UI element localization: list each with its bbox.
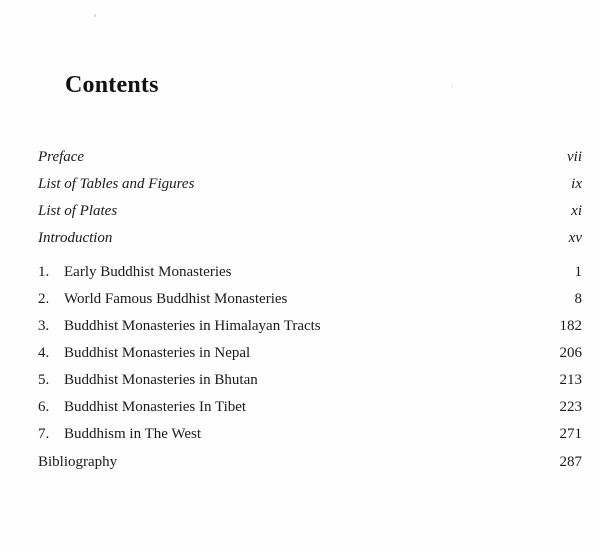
- chapter-number: 6.: [38, 399, 50, 415]
- chapter-page: 271: [559, 426, 582, 442]
- chapter-number: 2.: [38, 291, 50, 307]
- chapter-number: 1.: [38, 264, 50, 280]
- toc-entry-chapter-5[interactable]: [38, 370, 582, 397]
- toc-entry-chapter-2[interactable]: [38, 289, 582, 316]
- chapter-page: 8: [574, 291, 582, 307]
- paper-speck: [94, 14, 96, 17]
- toc-entry-label: List of Plates: [38, 203, 118, 219]
- toc-entry-introduction[interactable]: [38, 228, 582, 255]
- chapter-title: Buddhist Monasteries in Nepal: [64, 345, 251, 361]
- chapter-title: Buddhist Monasteries In Tibet: [64, 399, 247, 415]
- toc-entry-list-of-tables[interactable]: [38, 174, 582, 201]
- chapter-title: Early Buddhist Monasteries: [64, 264, 232, 280]
- toc-entry-chapter-1[interactable]: [38, 262, 582, 289]
- chapter-page: 223: [559, 399, 582, 415]
- toc-entry-bibliography[interactable]: [38, 452, 582, 479]
- paper-speck: [452, 84, 453, 88]
- toc-entry-page: vii: [567, 149, 582, 165]
- chapter-title: Buddhist Monasteries in Himalayan Tracts: [64, 318, 321, 334]
- toc-entry-page: ix: [571, 176, 582, 192]
- chapter-title: World Famous Buddhist Monasteries: [64, 291, 288, 307]
- toc-entry-list-of-plates[interactable]: [38, 201, 582, 228]
- toc-entry-label: List of Tables and Figures: [38, 176, 195, 192]
- chapter-page: 1: [574, 264, 582, 280]
- toc-entry-label: Preface: [38, 149, 85, 165]
- toc-entry-chapter-6[interactable]: [38, 397, 582, 424]
- toc-entry-label: Introduction: [38, 230, 113, 246]
- toc-entry-chapter-4[interactable]: [38, 343, 582, 370]
- page-title: Contents: [65, 72, 159, 98]
- chapter-title: Buddhism in The West: [64, 426, 201, 442]
- toc-entry-label: Bibliography: [38, 454, 118, 470]
- toc-entry-page: 287: [559, 454, 582, 470]
- chapter-number: 4.: [38, 345, 50, 361]
- chapter-title: Buddhist Monasteries in Bhutan: [64, 372, 258, 388]
- toc-entry-page: xv: [568, 230, 582, 246]
- chapter-number: 3.: [38, 318, 50, 334]
- toc-entry-page: xi: [571, 203, 582, 219]
- chapter-number: 7.: [38, 426, 50, 442]
- toc-entry-chapter-7[interactable]: [38, 424, 582, 451]
- chapter-number: 5.: [38, 372, 50, 388]
- front-matter-list: [38, 147, 582, 255]
- chapter-page: 213: [559, 372, 582, 388]
- back-matter-list: [38, 452, 582, 479]
- chapter-page: 182: [559, 318, 582, 334]
- toc-entry-preface[interactable]: [38, 147, 582, 174]
- chapter-page: 206: [559, 345, 582, 361]
- chapter-list: [38, 262, 582, 451]
- toc-entry-chapter-3[interactable]: [38, 316, 582, 343]
